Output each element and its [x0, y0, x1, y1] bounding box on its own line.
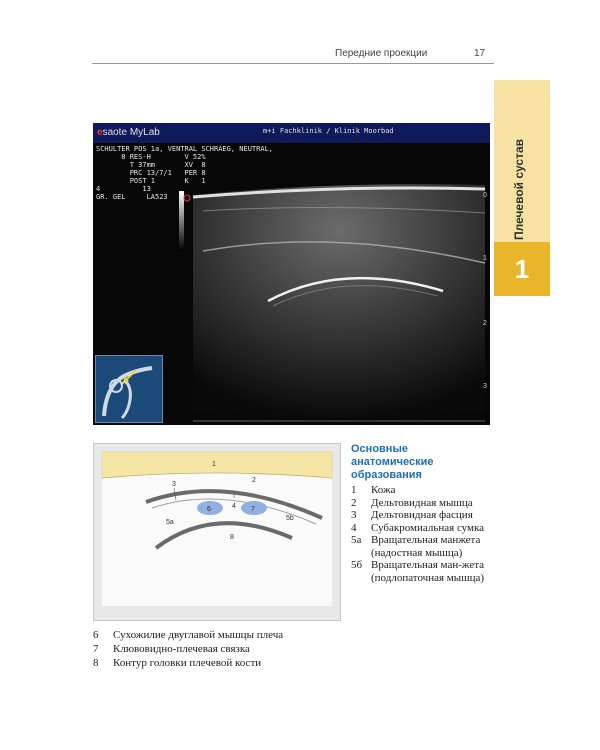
legend-item: 5б Вращательная ман-жета (подлопаточная мышца): [351, 559, 485, 584]
structures-legend: [351, 484, 499, 584]
fig-label: 4: [232, 503, 236, 510]
schematic-drawing: [94, 444, 340, 620]
tissue-region: [193, 184, 485, 418]
chapter-tab-label: Плечевой сустав: [512, 138, 526, 240]
shoulder-pictogram: [96, 356, 162, 422]
structures-legend-continued: [93, 628, 453, 670]
scan-info-line: 8 RES-H V 52%: [96, 153, 206, 161]
legend-item: 2 Дельтовидная мышца: [351, 496, 473, 509]
grayscale-bar: [179, 191, 184, 251]
legend-item: 7 Клювовидно-плечевая связка: [93, 643, 250, 655]
fig-label: 3: [172, 481, 176, 488]
fig-label: 2: [252, 477, 256, 484]
depth-mark: 3: [483, 383, 487, 390]
header-divider: [92, 63, 494, 64]
anatomy-schematic: [93, 443, 341, 621]
scan-info-line: T 37mm XV 8: [96, 161, 206, 169]
fig-label: 1: [212, 461, 216, 468]
device-logo: esaote MyLab: [97, 127, 160, 138]
section-title: Основные анатомические образования: [351, 443, 434, 481]
fig-label: 5b: [286, 515, 294, 522]
scan-info-line: POST 1 K 1: [96, 177, 206, 185]
fig-label: 6: [207, 506, 211, 513]
page-number: 17: [474, 48, 486, 59]
legend-item: 4 Субакромиальная сумка: [351, 521, 485, 534]
running-title: Передние проекции: [335, 48, 428, 59]
focus-marker: [184, 195, 190, 201]
depth-mark: 0: [483, 192, 487, 199]
scan-info-line: 4 13: [96, 185, 151, 193]
clinic-name: m+i Fachklinik / Klinik Moorbad: [263, 127, 394, 135]
depth-mark: 2: [483, 320, 487, 327]
structures-section: [351, 443, 499, 584]
legend-item: 6 Сухожилие двуглавой мышцы плеча: [93, 629, 284, 641]
legend-item: 8 Контур головки плечевой кости: [93, 657, 262, 669]
legend-item: 1 Кожа: [351, 484, 396, 496]
chapter-number: 1: [494, 242, 550, 296]
scan-info-line: GR. GEL LA523: [96, 193, 168, 201]
chapter-tab: [494, 80, 550, 242]
scan-info-line: PRC 13/7/1 PER 8: [96, 169, 206, 177]
fig-label: 7: [251, 506, 255, 513]
fig-label: 5a: [166, 519, 174, 526]
scan-info-line: SCHULTER POS 1a, VENTRAL SCHRAEG, NEUTRAL,: [96, 145, 274, 153]
depth-mark: 1: [483, 255, 487, 262]
fig-label: 8: [230, 534, 234, 541]
legend-item: 3 Дельтовидная фасция: [351, 509, 473, 521]
ultrasound-image: [93, 123, 490, 425]
probe-position-inset: [95, 355, 163, 423]
legend-item: 5a Вращательная манжета (надостная мышца): [351, 534, 481, 559]
